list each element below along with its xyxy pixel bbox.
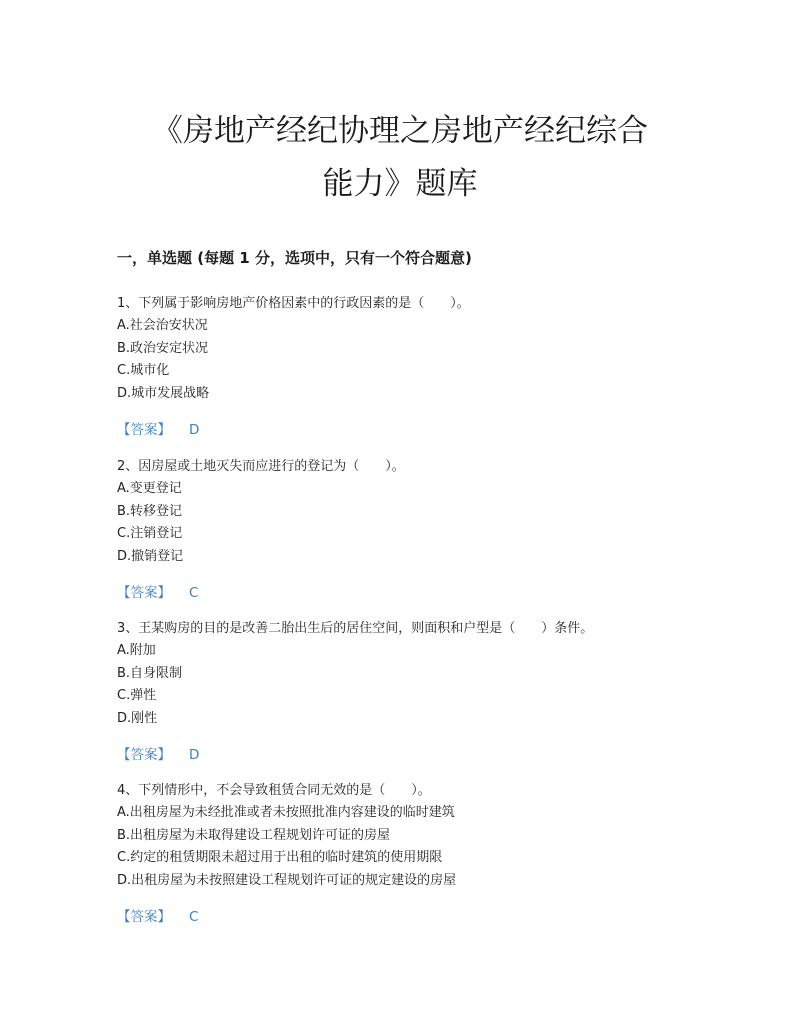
option-c: C.弹性: [117, 688, 157, 703]
option-a: A.社会治安状况: [117, 318, 208, 333]
option-b: B.自身限制: [117, 665, 183, 681]
option-b: B.转移登记: [117, 503, 183, 519]
document-title: [100, 105, 700, 211]
section-heading: 一，单选题 (每题 1 分，选项中，只有一个符合题意): [117, 249, 472, 267]
option-c: C.注销登记: [117, 526, 183, 541]
answer-value: D: [189, 422, 200, 438]
answer-line: [117, 582, 717, 604]
option-b: B.出租房屋为未取得建设工程规划许可证的房屋: [117, 827, 391, 843]
answer-label: 【答案】: [117, 585, 171, 601]
answer-label: 【答案】: [117, 909, 171, 925]
option-d: D.出租房屋为未按照建设工程规划许可证的规定建设的房屋: [117, 872, 457, 888]
answer-line: [117, 419, 717, 441]
answer-value: D: [189, 747, 200, 763]
question-stem: 2、因房屋或土地灭失而应进行的登记为（ ）。: [117, 459, 405, 474]
question-2: [117, 456, 717, 604]
title-line-2: 能力》题库: [322, 166, 478, 202]
answer-line: [117, 906, 717, 928]
answer-line: [117, 744, 717, 766]
option-a: A.附加: [117, 643, 156, 658]
title-line-1: 《房地产经纪协理之房地产经纪综合: [152, 113, 648, 149]
answer-value: C: [189, 909, 199, 925]
question-stem: 4、下列情形中，不会导致租赁合同无效的是（ ）。: [117, 783, 431, 798]
question-3: [117, 618, 717, 766]
question-stem: 3、王某购房的目的是改善二胎出生后的居住空间，则面积和户型是（ ）条件。: [117, 621, 594, 636]
answer-value: C: [189, 585, 199, 601]
option-a: A.变更登记: [117, 481, 182, 496]
question-stem: 1、下列属于影响房地产价格因素中的行政因素的是（ ）。: [117, 296, 470, 311]
option-d: D.城市发展战略: [117, 385, 210, 401]
question-4: [117, 780, 717, 928]
option-c: C.约定的租赁期限未超过用于出租的临时建筑的使用期限: [117, 850, 443, 865]
answer-label: 【答案】: [117, 747, 171, 763]
question-1: [117, 293, 717, 441]
option-d: D.撤销登记: [117, 548, 184, 564]
option-b: B.政治安定状况: [117, 340, 209, 356]
option-c: C.城市化: [117, 363, 170, 378]
option-d: D.刚性: [117, 710, 158, 726]
option-a: A.出租房屋为未经批准或者未按照批准内容建设的临时建筑: [117, 805, 455, 820]
answer-label: 【答案】: [117, 422, 171, 438]
